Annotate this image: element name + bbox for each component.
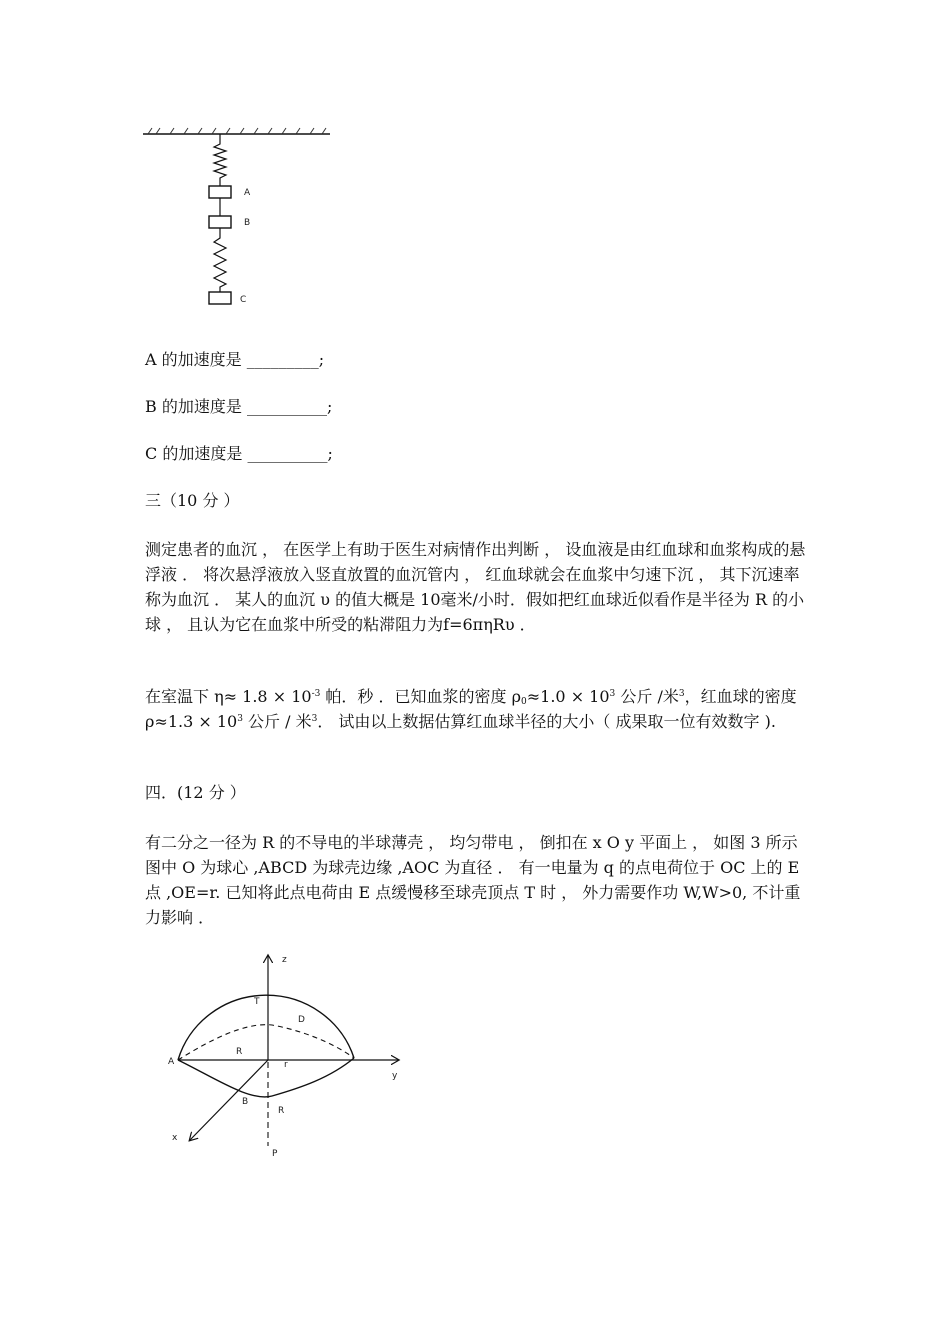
q3-p2-seg6: 公斤 / 米 bbox=[242, 712, 312, 731]
q3-p2-seg7: ． 试由以上数据估算红血球半径的大小（ 成果取一位有效数字 ). bbox=[317, 712, 776, 731]
q4-paragraph bbox=[145, 830, 810, 930]
accel-a-prefix: A 的加速度是 bbox=[145, 350, 242, 369]
accel-a-line bbox=[145, 348, 324, 372]
hemisphere-figure bbox=[160, 950, 410, 1165]
spring-blocks-figure bbox=[140, 122, 340, 312]
block-b-label: B bbox=[244, 218, 251, 228]
q3-p2-exp1: -3 bbox=[311, 689, 321, 699]
accel-b-end: ; bbox=[326, 397, 333, 416]
accel-c-blank[interactable]: __________ bbox=[247, 444, 328, 463]
hemisphere-dome bbox=[178, 995, 354, 1060]
q3-p2-seg4: 公斤 /米 bbox=[615, 687, 679, 706]
spring-top bbox=[214, 134, 226, 186]
label-x: x bbox=[172, 1133, 178, 1143]
q3-p2-exp2: 3 bbox=[609, 689, 616, 699]
q3-p2-seg3: ≈1.0 × 10 bbox=[526, 687, 610, 706]
label-b: B bbox=[242, 1097, 249, 1107]
q3-paragraph-1 bbox=[145, 537, 810, 637]
q3-p2-sub0: 0 bbox=[521, 697, 527, 707]
q4-paragraph-text: 有二分之一径为 R 的不导电的半球薄壳 ， 均匀带电 ， 倒扣在 x O y 平面上 ， 如图 3 所示图中 O 为球心 ,ABCD 为球壳边缘 ,AOC 为直径 ． 有一电量为 q 的点电荷位于 OC 上的 E 点 ,OE=r. 已知将此点电荷由 E 点缓慢移至球壳顶点 T 时 ， 外力需要作功 W,W>0, 不计重力影响 ． bbox=[145, 833, 801, 927]
label-r-small: r bbox=[284, 1060, 288, 1070]
q3-paragraph-2 bbox=[145, 684, 810, 734]
label-a: A bbox=[168, 1057, 175, 1067]
label-d: D bbox=[298, 1015, 305, 1025]
q3-p2-exp4: 3 bbox=[237, 714, 243, 724]
block-c bbox=[209, 292, 231, 304]
label-r1: R bbox=[236, 1047, 243, 1057]
q3-paragraph-1-text: 测定患者的血沉 ， 在医学上有助于医生对病情作出判断 ， 设血液是由红血球和血浆构成的悬浮液 ． 将次悬浮液放入竖直放置的血沉管内 ， 红血球就会在血浆中匀速下沉 ， 其下沉速率称为血沉 ． 某人的血沉 υ 的值大概是 10毫米/小时．假如把红血球近似看作是半径为 R 的小球 ， 且认为它在血浆中所受的粘滞阻力为f=6πηRυ ． bbox=[145, 540, 806, 634]
rim-front bbox=[178, 1058, 354, 1097]
spring-bottom bbox=[214, 228, 226, 292]
label-r2: R bbox=[278, 1106, 285, 1116]
accel-b-prefix: B 的加速度是 bbox=[145, 397, 242, 416]
label-y: y bbox=[392, 1071, 398, 1081]
label-z: z bbox=[282, 955, 287, 965]
accel-a-blank[interactable]: _________ bbox=[246, 350, 319, 369]
rim-back bbox=[178, 1025, 354, 1060]
q3-p2-exp5: 3 bbox=[311, 714, 318, 724]
ceiling bbox=[143, 128, 330, 134]
q3-paragraph-2-text bbox=[145, 684, 810, 734]
accel-c-end: ; bbox=[327, 444, 333, 463]
accel-c-prefix: C 的加速度是 bbox=[145, 444, 243, 463]
q3-p2-seg2: 帕．秒 ．已知血浆的密度 ρ bbox=[320, 687, 522, 706]
accel-a-end: ; bbox=[318, 350, 325, 369]
block-c-label: C bbox=[240, 295, 247, 305]
q3-p2-seg5: ，红血球的密度 ρ≈1.3 × 10 bbox=[145, 687, 797, 731]
label-t: T bbox=[254, 997, 260, 1007]
block-b bbox=[209, 216, 231, 228]
q3-p2-seg1: 在室温下 η≈ 1.8 × 10 bbox=[145, 687, 312, 706]
accel-b-blank[interactable]: __________ bbox=[246, 397, 327, 416]
label-p: P bbox=[272, 1149, 278, 1159]
q4-heading: 四．(12 分 ） bbox=[145, 783, 246, 802]
q3-p2-exp3: 3 bbox=[678, 689, 685, 699]
q3-heading: 三（10 分 ） bbox=[145, 491, 240, 510]
accel-c-line bbox=[145, 442, 333, 466]
accel-b-line bbox=[145, 395, 332, 419]
block-a bbox=[209, 186, 231, 198]
block-a-label: A bbox=[244, 188, 251, 198]
